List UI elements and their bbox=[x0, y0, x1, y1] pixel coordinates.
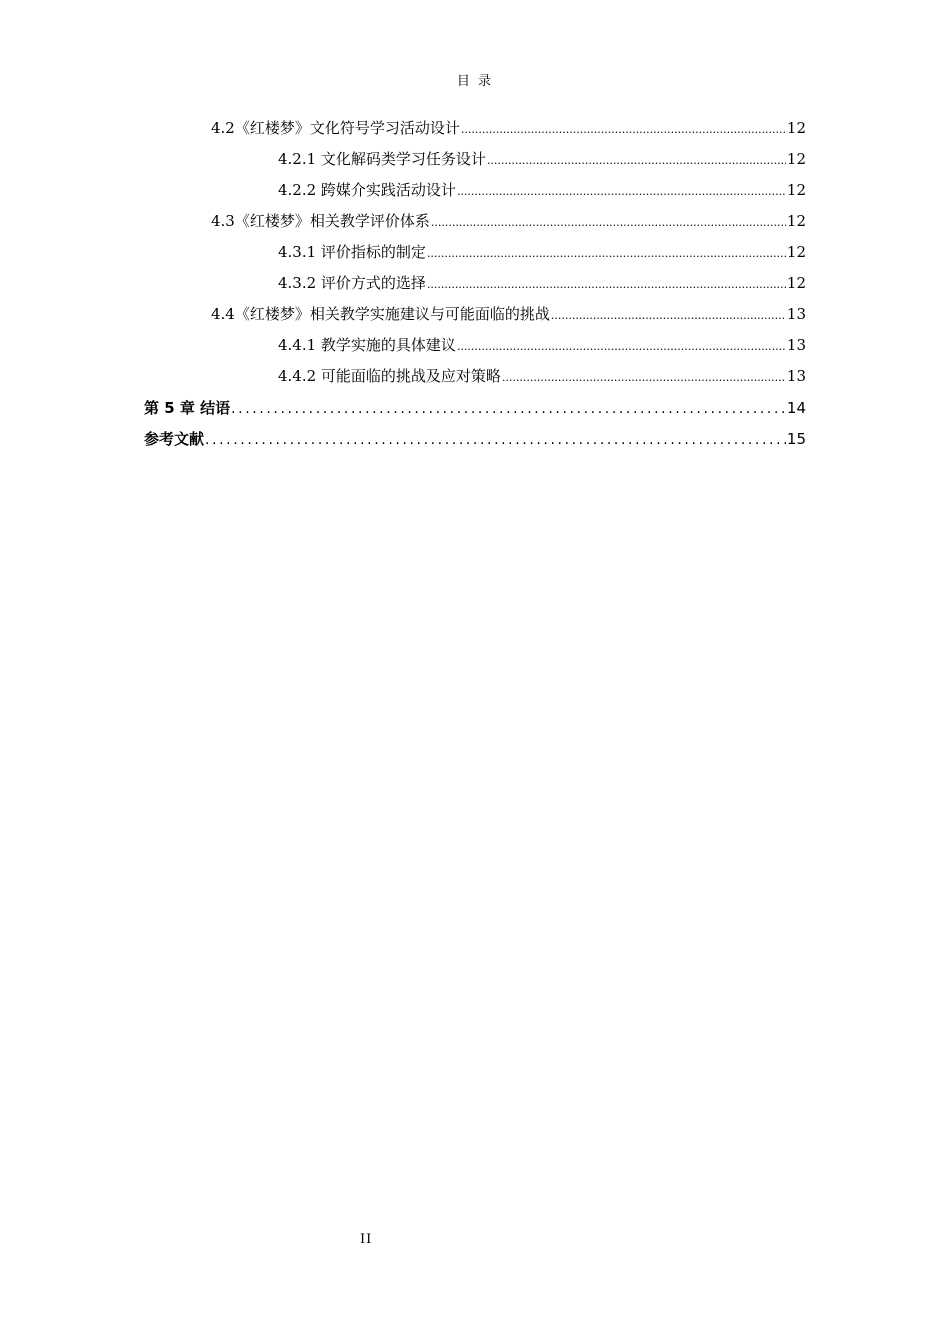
dot-leader bbox=[461, 119, 786, 141]
toc-entry-4-3-2[interactable] bbox=[278, 272, 806, 294]
toc-entry-page: 13 bbox=[786, 305, 806, 323]
toc-entry-label: 4.2《红楼梦》文化符号学习活动设计 bbox=[211, 119, 460, 137]
page-header: 目 录 bbox=[456, 74, 494, 89]
dot-leader bbox=[427, 243, 786, 265]
toc-entry-label: 4.3.1 评价指标的制定 bbox=[278, 243, 426, 261]
toc-entry-page: 12 bbox=[786, 274, 806, 292]
toc-entry-page: 15 bbox=[786, 430, 806, 448]
dot-leader bbox=[487, 150, 786, 172]
toc-entry-chapter-5[interactable] bbox=[144, 397, 806, 419]
toc-entry-label: 4.4.1 教学实施的具体建议 bbox=[278, 336, 456, 354]
toc-entry-page: 12 bbox=[786, 119, 806, 137]
toc-entry-page: 13 bbox=[786, 367, 806, 385]
dot-leader bbox=[457, 181, 786, 203]
toc-entry-label: 4.3.2 评价方式的选择 bbox=[278, 274, 426, 292]
dot-leader bbox=[427, 274, 786, 296]
dot-leader bbox=[457, 336, 786, 358]
toc-entry-4-3-1[interactable] bbox=[278, 241, 806, 263]
dot-leader bbox=[551, 305, 786, 327]
toc-entry-page: 13 bbox=[786, 336, 806, 354]
toc-entry-4-2-2[interactable] bbox=[278, 179, 806, 201]
dot-leader bbox=[205, 429, 786, 451]
toc-entry-page: 14 bbox=[786, 399, 806, 417]
toc-entry-label: 第 5 章 结语 bbox=[144, 399, 231, 417]
toc-entry-4-4[interactable] bbox=[211, 303, 806, 325]
toc-entry-4-4-2[interactable] bbox=[278, 365, 806, 387]
toc-entry-page: 12 bbox=[786, 212, 806, 230]
toc-entry-4-2-1[interactable] bbox=[278, 148, 806, 170]
toc-entry-label: 4.2.2 跨媒介实践活动设计 bbox=[278, 181, 456, 199]
toc-entry-4-3[interactable] bbox=[211, 210, 806, 232]
dot-leader bbox=[231, 398, 786, 420]
toc-entry-page: 12 bbox=[786, 181, 806, 199]
toc-entry-label: 参考文献 bbox=[144, 430, 205, 448]
toc-entry-label: 4.3《红楼梦》相关教学评价体系 bbox=[211, 212, 430, 230]
toc-entry-page: 12 bbox=[786, 243, 806, 261]
toc-entry-label: 4.4.2 可能面临的挑战及应对策略 bbox=[278, 367, 501, 385]
toc-entry-label: 4.2.1 文化解码类学习任务设计 bbox=[278, 150, 486, 168]
toc-entry-4-2[interactable] bbox=[211, 117, 806, 139]
dot-leader bbox=[502, 367, 786, 389]
toc-entry-page: 12 bbox=[786, 150, 806, 168]
toc-entry-label: 4.4《红楼梦》相关教学实施建议与可能面临的挑战 bbox=[211, 305, 550, 323]
toc-entry-references[interactable] bbox=[144, 428, 806, 450]
page-number: II bbox=[360, 1232, 373, 1247]
toc-entry-4-4-1[interactable] bbox=[278, 334, 806, 356]
dot-leader bbox=[431, 212, 786, 234]
